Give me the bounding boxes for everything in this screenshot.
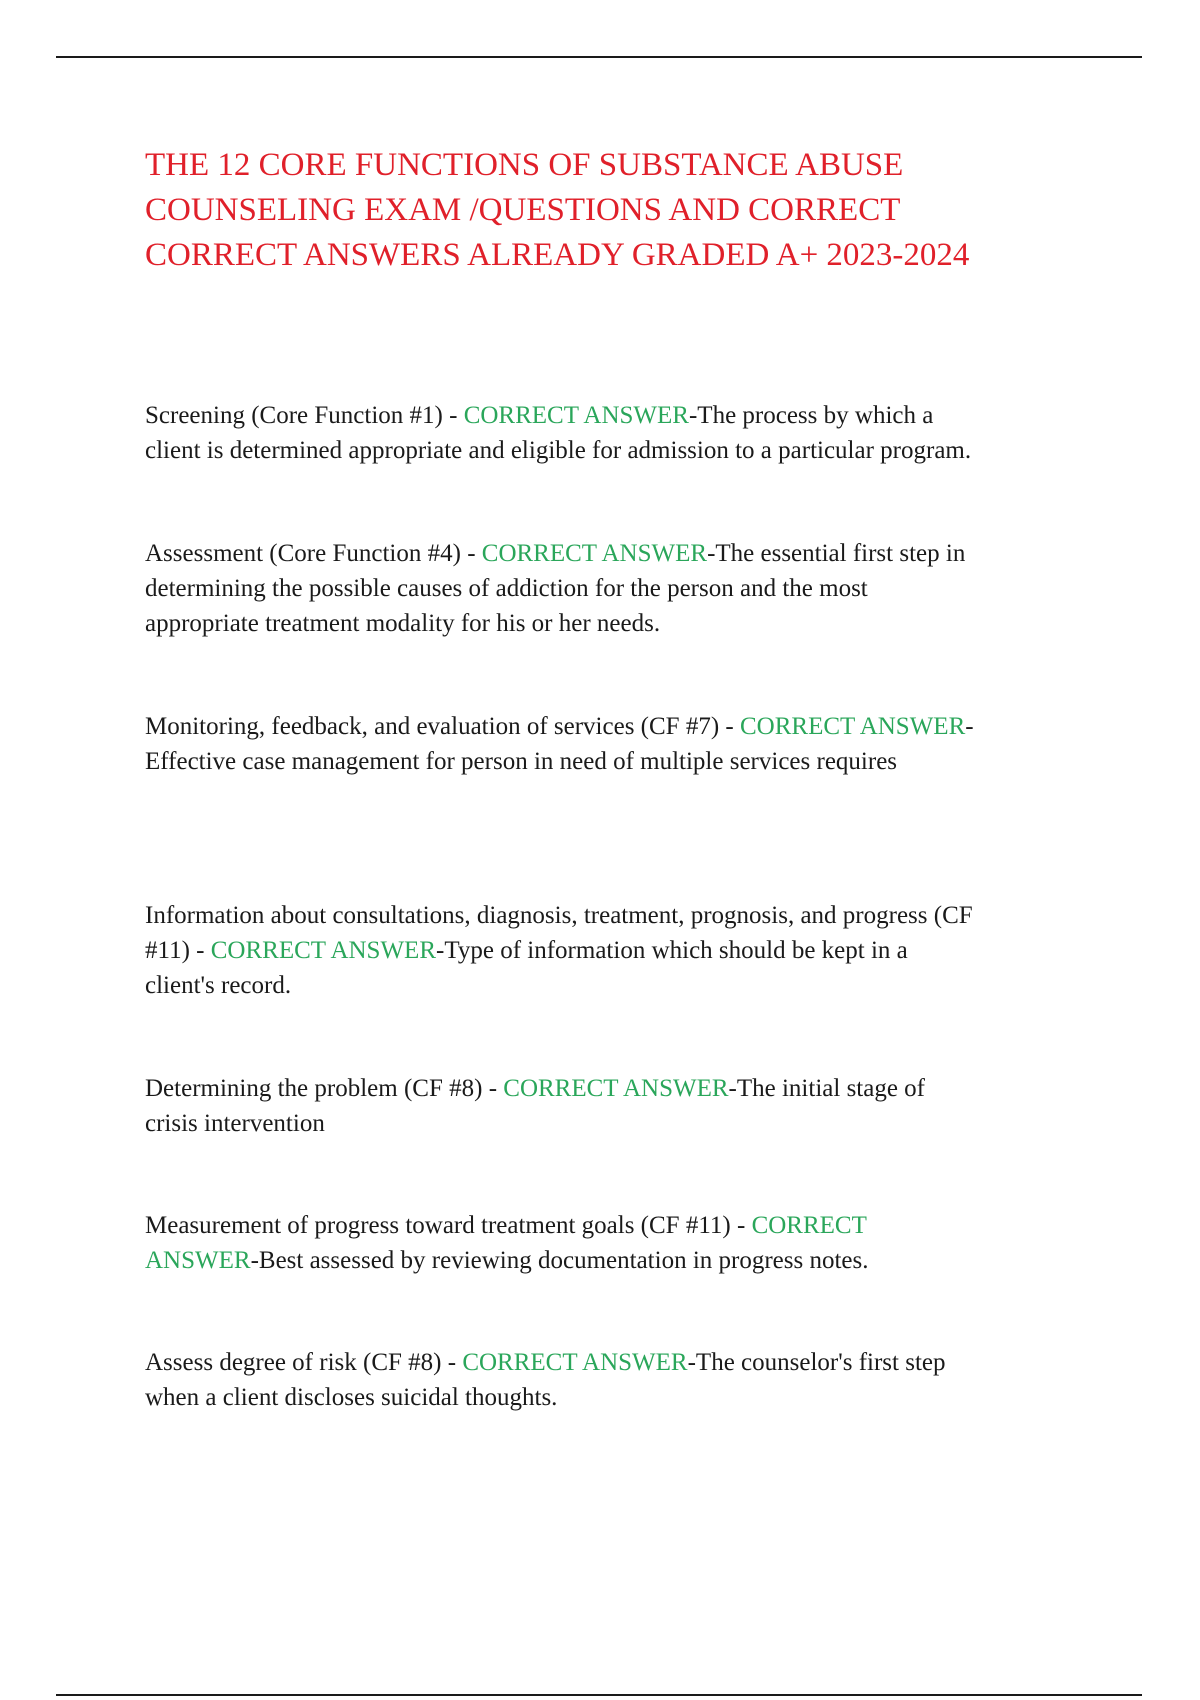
answer-text: - Effective case management for person in need of multiple services requires <box>145 713 974 775</box>
qa-item-2 <box>145 536 1095 641</box>
correct-answer-tag: CORRECT ANSWER <box>145 1212 867 1274</box>
qa-item-5 <box>145 1071 1095 1141</box>
correct-answer-tag: CORRECT ANSWER <box>481 540 708 567</box>
correct-answer-tag: CORRECT ANSWER <box>739 713 966 740</box>
answer-text: -The process by which a client is determined appropriate and eligible for admission to a particular program. <box>145 402 972 464</box>
top-rule <box>56 56 1142 58</box>
question-text: Screening (Core Function #1) - <box>145 402 464 429</box>
bottom-rule <box>56 1694 1142 1696</box>
question-text: Information about consultations, diagnosis, treatment, prognosis, and progress (CF #11) - <box>145 902 973 964</box>
correct-answer-tag: CORRECT ANSWER <box>462 1349 688 1376</box>
answer-text: -The initial stage of crisis intervention <box>145 1075 926 1137</box>
qa-item-1 <box>145 398 1095 468</box>
question-text: Determining the problem (CF #8) - <box>145 1075 504 1102</box>
qa-item-4 <box>145 898 1095 1003</box>
answer-text: -The essential first step in determining the possible causes of addiction for the person and the most appropriate treatment modality for his or her needs. <box>145 540 966 637</box>
qa-item-7 <box>145 1345 1095 1415</box>
qa-item-3 <box>145 709 1095 779</box>
question-text: Assess degree of risk (CF #8) - <box>145 1349 463 1376</box>
answer-text: -Best assessed by reviewing documentation in progress notes. <box>250 1247 869 1274</box>
correct-answer-tag: CORRECT ANSWER <box>210 937 437 964</box>
document-title: THE 12 CORE FUNCTIONS OF SUBSTANCE ABUSE COUNSELING EXAM /QUESTIONS AND CORRECT CORRECT ANSWERS ALREADY GRADED A+ 2023-2024 <box>145 147 970 273</box>
qa-item-6 <box>145 1208 1095 1278</box>
correct-answer-tag: CORRECT ANSWER <box>503 1075 729 1102</box>
question-text: Assessment (Core Function #4) - <box>145 540 482 567</box>
question-text: Monitoring, feedback, and evaluation of services (CF #7) - <box>145 713 740 740</box>
question-text: Measurement of progress toward treatment goals (CF #11) - <box>145 1212 752 1239</box>
answer-text: -Type of information which should be kept in a client's record. <box>145 937 908 999</box>
correct-answer-tag: CORRECT ANSWER <box>463 402 689 429</box>
answer-text: -The counselor's first step when a client discloses suicidal thoughts. <box>145 1349 946 1411</box>
